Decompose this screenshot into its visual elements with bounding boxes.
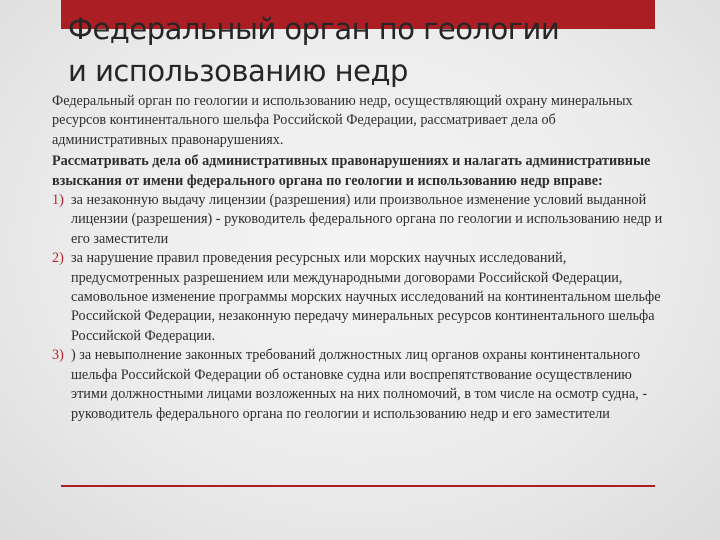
list-item-marker: 3) [52,347,64,364]
bold-heading-paragraph: Рассматривать дела об административных правонарушениях и налагать административные взыскания от имени федерального органа по геологии и использованию недр вправе: [52,153,651,189]
slide-title-line-2: и использованию недр [68,54,408,88]
list-item [52,191,664,249]
list-item-text: за незаконную выдачу лицензии (разрешения) или произвольное изменение условий выданной лицензии (разрешения) - руководитель федерального органа по геологии и использованию недр и его заместители [71,192,663,247]
list-item-marker: 2) [52,250,64,267]
list-item-text: ) за невыполнение законных требований должностных лиц органов охраны континентального шельфа Российской Федерации об остановке судна или воспрепятствование осуществлению этими должностными лицами возложенных на них полномочий, в том числе на осмотр судна, - руководитель федерального органа по геологии и использованию недр и его заместители [71,347,648,422]
slide-title [68,8,708,92]
slide-body [52,92,664,424]
slide-title-line-1: Федеральный орган по геологии [68,12,560,46]
numbered-list [52,191,664,424]
list-item-marker: 1) [52,192,64,209]
intro-paragraph: Федеральный орган по геологии и использованию недр, осуществляющий охрану минеральных ресурсов континентального шельфа Российской Федерации, рассматривает дела об административных правонарушениях. [52,93,633,148]
footer-accent-line [61,485,655,487]
list-item-text: за нарушение правил проведения ресурсных или морских научных исследований, предусмотренных разрешением или международными договорами Российской Федерации, самовольное изменение программы морских научных исследований на континентальном шельфе Российской Федерации, незаконную передачу минеральных ресурсов континентального шельфа Российской Федерации. [71,250,661,344]
list-item [52,346,664,424]
list-item [52,249,664,346]
